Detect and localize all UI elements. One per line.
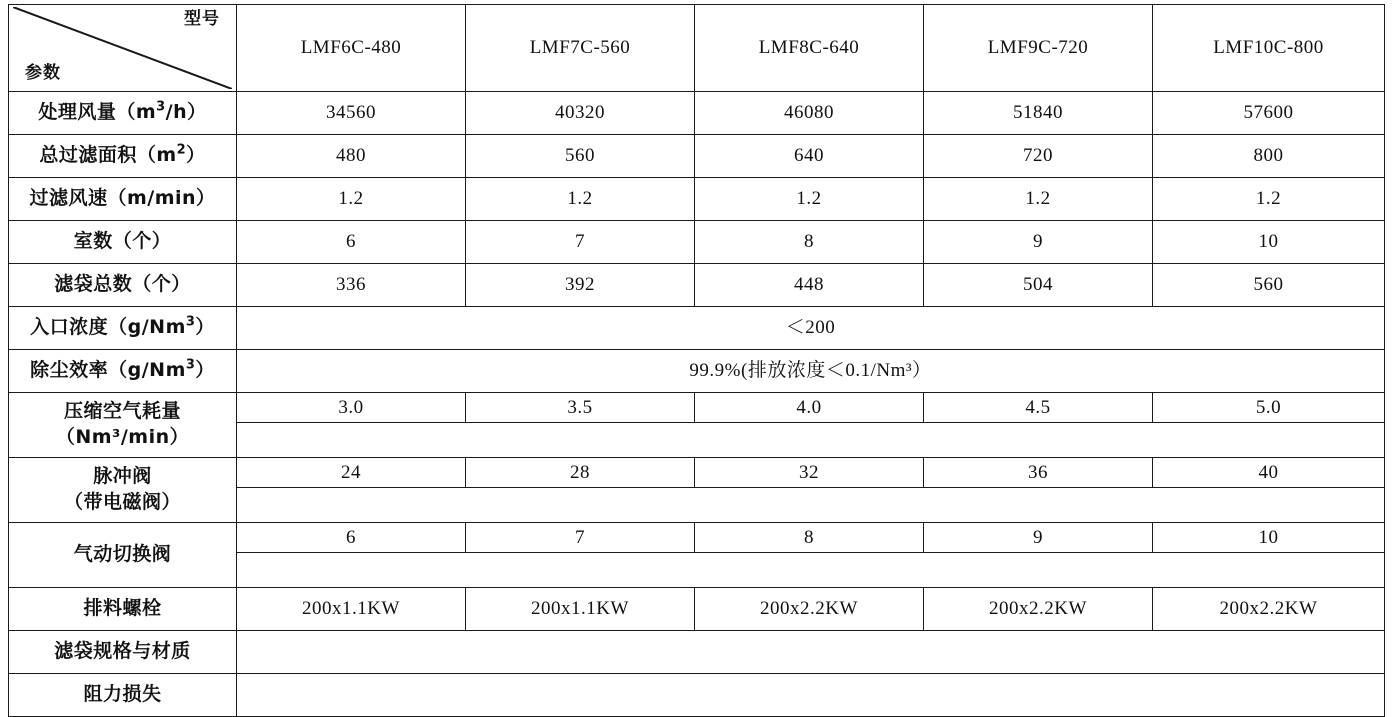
cell-value: 4.0 (695, 393, 924, 423)
cell-value: 40 (1153, 458, 1385, 488)
cell-value: 34560 (237, 92, 466, 135)
table-row (9, 523, 1385, 553)
cell-value: 720 (924, 135, 1153, 178)
cell-value: 36 (924, 458, 1153, 488)
cell-value: 200x2.2KW (1153, 588, 1385, 631)
cell-value: 51840 (924, 92, 1153, 135)
param-label-air-consumption: 压缩空气耗量 （Nm³/min） (9, 393, 237, 458)
cell-value: 3.0 (237, 393, 466, 423)
table-row (9, 458, 1385, 488)
cell-value: 200x1.1KW (237, 588, 466, 631)
table-row (9, 221, 1385, 264)
table-row (9, 178, 1385, 221)
table-row (9, 674, 1385, 717)
cell-value: 10 (1153, 221, 1385, 264)
cell-value-merged (237, 631, 1385, 674)
cell-value: 5.0 (1153, 393, 1385, 423)
cell-value: 200x2.2KW (924, 588, 1153, 631)
cell-value: 448 (695, 264, 924, 307)
table-row (9, 92, 1385, 135)
cell-value: 9 (924, 523, 1153, 553)
specification-table (8, 4, 1385, 717)
cell-value: 7 (466, 523, 695, 553)
cell-value: 640 (695, 135, 924, 178)
cell-value: 3.5 (466, 393, 695, 423)
model-header-3: LMF8C-640 (695, 5, 924, 92)
cell-value: 57600 (1153, 92, 1385, 135)
param-label-pressure-loss: 阻力损失 (9, 674, 237, 717)
cell-value: 1.2 (695, 178, 924, 221)
table-row (9, 350, 1385, 393)
model-header-4: LMF9C-720 (924, 5, 1153, 92)
param-label-airflow: 处理风量$(m^3/h)$ (9, 92, 237, 135)
cell-value: 336 (237, 264, 466, 307)
cell-value-merged (237, 674, 1385, 717)
table-row (9, 393, 1385, 423)
cell-value: 480 (237, 135, 466, 178)
cell-value: 46080 (695, 92, 924, 135)
cell-value: 4.5 (924, 393, 1153, 423)
param-label-chamber-count: 室数（个） (9, 221, 237, 264)
cell-value: 7 (466, 221, 695, 264)
param-label-pneumatic-valve: 气动切换阀 (9, 523, 237, 588)
cell-value: 9 (924, 221, 1153, 264)
cell-value: 28 (466, 458, 695, 488)
cell-value: 24 (237, 458, 466, 488)
model-header-2: LMF7C-560 (466, 5, 695, 92)
table-row (9, 264, 1385, 307)
param-label-efficiency: 除尘效率（g/Nm$^3$） (9, 350, 237, 393)
param-label-filter-speed: 过滤风速（m/min） (9, 178, 237, 221)
cell-value-merged: ＜200 (237, 307, 1385, 350)
cell-value: 1.2 (237, 178, 466, 221)
table-row (9, 135, 1385, 178)
cell-value-blank (237, 553, 1385, 588)
param-label-pulse-valve: 脉冲阀 （带电磁阀） (9, 458, 237, 523)
table-header-row (9, 5, 1385, 92)
cell-value: 560 (1153, 264, 1385, 307)
cell-value: 1.2 (1153, 178, 1385, 221)
cell-value: 8 (695, 523, 924, 553)
corner-model-label: 型号 (184, 9, 220, 29)
cell-value: 8 (695, 221, 924, 264)
cell-value: 6 (237, 523, 466, 553)
param-label-bag-count: 滤袋总数（个） (9, 264, 237, 307)
table-row (9, 631, 1385, 674)
cell-value: 504 (924, 264, 1153, 307)
corner-param-label: 参数 (25, 63, 61, 84)
cell-value: 6 (237, 221, 466, 264)
cell-value: 200x2.2KW (695, 588, 924, 631)
cell-value: 200x1.1KW (466, 588, 695, 631)
table-row (9, 588, 1385, 631)
model-header-1: LMF6C-480 (237, 5, 466, 92)
cell-value-blank (237, 423, 1385, 458)
cell-value-merged: 99.9%(排放浓度＜0.1/Nm³） (237, 350, 1385, 393)
cell-value: 560 (466, 135, 695, 178)
cell-value: 1.2 (466, 178, 695, 221)
param-label-filter-area: 总过滤面积$(m^2)$ (9, 135, 237, 178)
param-label-discharge-bolt: 排料螺栓 (9, 588, 237, 631)
param-label-inlet-concentration: 入口浓度（g/Nm$^3$） (9, 307, 237, 350)
cell-value: 10 (1153, 523, 1385, 553)
cell-value-blank (237, 488, 1385, 523)
cell-value: 32 (695, 458, 924, 488)
model-header-5: LMF10C-800 (1153, 5, 1385, 92)
table-row (9, 307, 1385, 350)
param-label-bag-spec: 滤袋规格与材质 (9, 631, 237, 674)
corner-header-cell (9, 5, 237, 92)
cell-value: 40320 (466, 92, 695, 135)
cell-value: 1.2 (924, 178, 1153, 221)
cell-value: 392 (466, 264, 695, 307)
cell-value: 800 (1153, 135, 1385, 178)
